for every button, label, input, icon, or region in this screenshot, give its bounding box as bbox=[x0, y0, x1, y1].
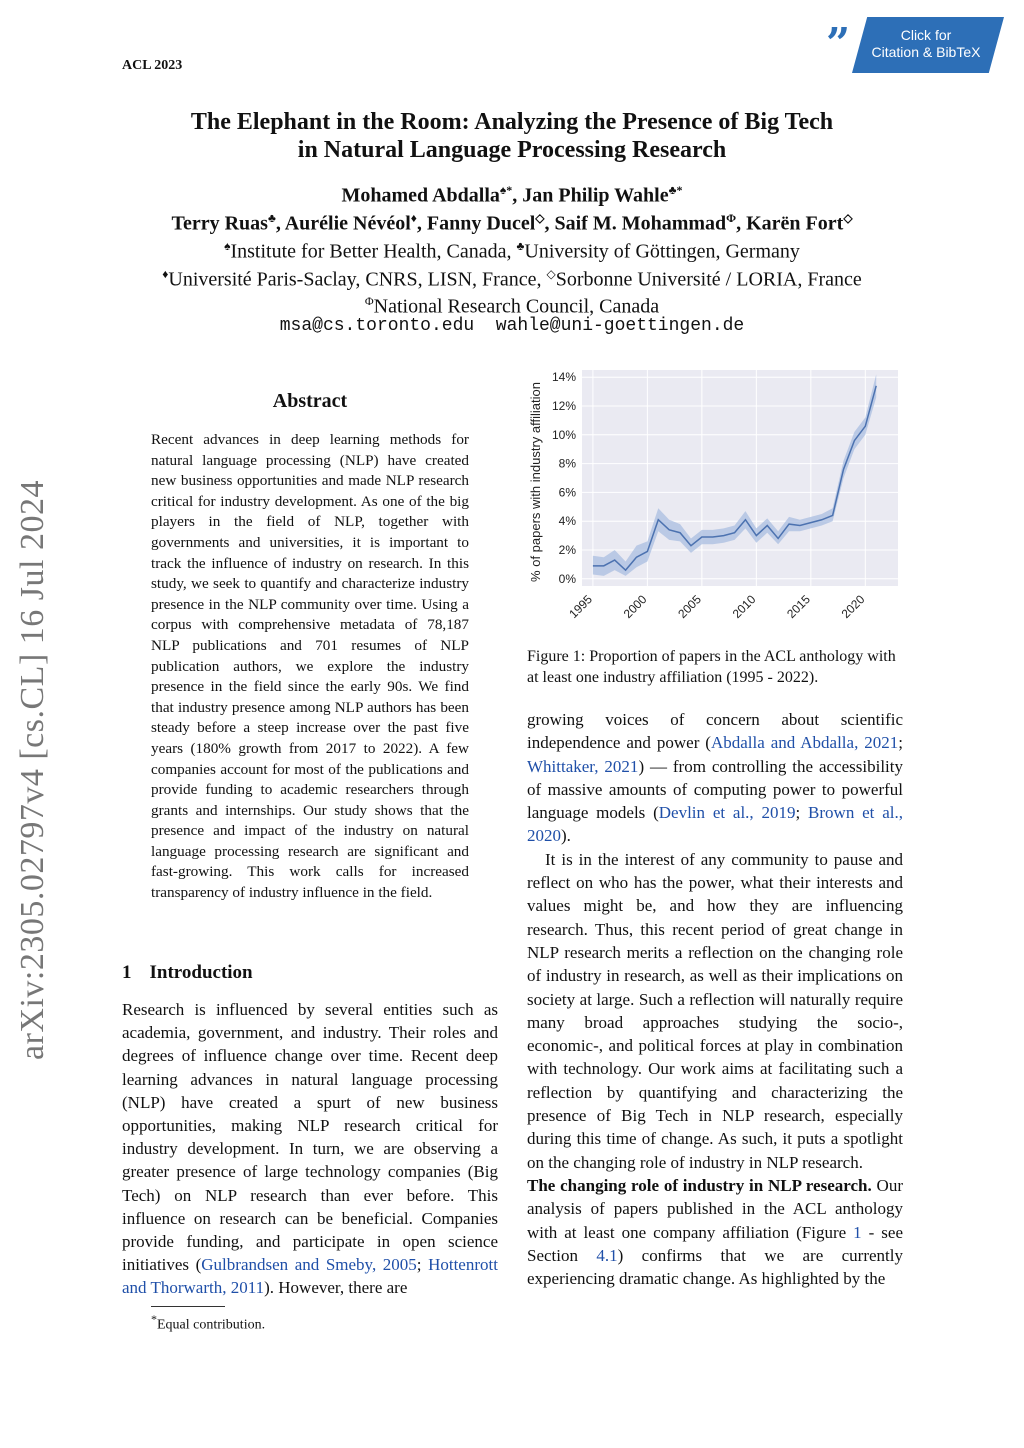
y-tick-label: 14% bbox=[551, 370, 576, 385]
y-tick-label: 4% bbox=[558, 514, 576, 529]
citation-badge-line1[interactable]: Click for bbox=[900, 27, 952, 43]
introduction-paragraph bbox=[122, 998, 498, 1300]
footnote-rule bbox=[151, 1306, 225, 1307]
affiliation-mark: ♠ bbox=[224, 239, 231, 253]
y-tick-label: 12% bbox=[551, 399, 576, 413]
y-tick-label: 2% bbox=[558, 543, 576, 557]
paragraph-text: ). However, there are bbox=[264, 1278, 408, 1298]
abstract-text: Recent advances in deep learning methods for natural language processing (NLP) have created new business opportunities and made NLP research critical for industry development. As one of the big players in the field of NLP, together with governments and universities, it is important to track the influence of industry on research. In this study, we seek to quantify and characterize industry presence in the NLP community over time. Using a corpus with comprehensive metadata of 78,187 NLP publications and 701 resumes of NLP publication authors, we explore the industry presence in the field since the early 90s. We find that industry presence among NLP authors has been steady before a steep increase over the past five years (180% growth from 2017 to 2022). A few companies account for most of the publications and provide funding to academic researchers through grants and internships. Our study shows that the presence and impact of the industry on natural language processing research are significant and fast-growing. This work calls for increased transparency of industry influence in the field. bbox=[151, 431, 469, 902]
author-mark: ♠* bbox=[499, 183, 513, 197]
citation-link[interactable]: Gulbrandsen and Smeby, 2005 bbox=[201, 1255, 417, 1275]
author-name: Karën Fort bbox=[746, 212, 844, 235]
author-name: Fanny Ducel bbox=[426, 212, 536, 235]
author-mark: ◇ bbox=[535, 211, 545, 225]
citation-link[interactable]: Hottenrott and Thorwarth, 2011 bbox=[122, 1255, 498, 1298]
affiliation: Université Paris-Saclay, CNRS, LISN, France, bbox=[168, 268, 542, 291]
affiliation-mark: ♣ bbox=[516, 239, 525, 253]
arxiv-stamp[interactable]: arXiv:2305.02797v4 [cs.CL] 16 Jul 2024 bbox=[14, 480, 51, 1060]
y-tick-label: 6% bbox=[558, 485, 576, 500]
affiliation-mark: ◇ bbox=[546, 267, 556, 281]
paragraph-text: Research is influenced by several entities such as academia, government, and industry. Their roles and degrees of influence change over time. Recent deep learning advances in natural language processing (NLP) have created a spurt of new business opportunities, making NLP research critical for industry development. In turn, we are observing a greater presence of large technology companies (Big Tech) on NLP research than ever before. This influence on research can be beneficial. Companies provide funding, and participate in open science initiatives ( bbox=[122, 1000, 498, 1275]
title-line-1: The Elephant in the Room: Analyzing the Presence of Big Tech bbox=[190, 109, 834, 135]
citation-separator: ; bbox=[416, 1255, 429, 1275]
paragraph-text: ) confirms that we are currently experiencing dramatic change. As highlighted by the bbox=[527, 1245, 903, 1289]
author-mark: ◇ bbox=[843, 211, 853, 225]
y-tick-label: 0% bbox=[558, 571, 576, 586]
paragraph bbox=[527, 708, 903, 848]
paragraph-text: ) — from controlling the accessibility of massive amounts of computing power to powerful language models ( bbox=[527, 756, 903, 823]
affiliation: National Research Council, Canada bbox=[373, 295, 660, 318]
paragraph bbox=[527, 1174, 903, 1290]
citation-link[interactable]: Whittaker, 2021 bbox=[527, 756, 639, 776]
section-heading-introduction bbox=[122, 962, 253, 984]
author-name: Mohamed Abdalla bbox=[341, 184, 500, 207]
paragraph-text: - see Section bbox=[527, 1222, 903, 1265]
authors-line-1: Mohamed Abdalla♠*, Jan Philip Wahle♣* bbox=[341, 183, 683, 207]
figure-caption: Figure 1: Proportion of papers in the ACL anthology with at least one industry affiliation (1995 - 2022). bbox=[527, 648, 896, 686]
footnote bbox=[151, 1312, 265, 1334]
citation-badge[interactable] bbox=[826, 17, 1004, 73]
title-line-2: in Natural Language Processing Research bbox=[297, 137, 727, 163]
affiliation: University of Göttingen, Germany bbox=[524, 240, 800, 263]
section-number: 1 bbox=[122, 962, 132, 983]
quote-icon: ” bbox=[826, 19, 851, 68]
right-column-text bbox=[527, 708, 903, 1290]
paragraph-text: ). bbox=[561, 826, 571, 846]
venue-label: ACL 2023 bbox=[122, 58, 183, 73]
author-mark: ♣* bbox=[668, 183, 683, 197]
citation-separator: ; bbox=[898, 733, 903, 753]
y-tick-label: 8% bbox=[558, 456, 576, 471]
y-tick-label: 10% bbox=[551, 427, 576, 442]
paragraph-text: Our analysis of papers published in the ACL anthology with at least one company affiliation (Figure bbox=[527, 1175, 903, 1242]
citation-link[interactable]: Devlin et al., 2019 bbox=[658, 803, 796, 823]
paper-title bbox=[122, 108, 902, 164]
footnote-mark: * bbox=[151, 1312, 157, 1326]
author-name: Saif M. Mohammad bbox=[554, 212, 727, 235]
authors-line-2: Terry Ruas♣, Aurélie Névéol♦, Fanny Ducel◇, Saif M. Mohammad$^\Phi$, Karën Fort◇ bbox=[171, 211, 853, 235]
author-name: Terry Ruas bbox=[171, 212, 268, 235]
section-title: Introduction bbox=[149, 962, 253, 983]
x-tick-label: 2010 bbox=[729, 592, 759, 622]
citation-link[interactable]: Brown et al., 2020 bbox=[527, 803, 903, 846]
author-emails: msa@cs.toronto.edu wahle@uni-goettingen.de bbox=[279, 316, 745, 336]
x-tick-label: 2015 bbox=[784, 592, 813, 622]
x-tick-label: 2000 bbox=[620, 592, 650, 622]
paragraph-heading: The changing role of industry in NLP research. bbox=[527, 1175, 872, 1195]
y-axis-label: % of papers with industry affiliation bbox=[528, 382, 543, 582]
x-tick-label: 2020 bbox=[838, 592, 868, 622]
citation-link[interactable]: Abdalla and Abdalla, 2021 bbox=[710, 733, 899, 753]
paragraph-text: growing voices of concern about scientific independence and power ( bbox=[527, 710, 903, 753]
paragraph: It is in the interest of any community to pause and reflect on who has the power, what their interests and values might be, and how they are influencing research. Thus, this recent period of great change in NLP research merits a reflection on the changing role of industry in research, as well as their implications on society at large. Such a reflection will naturally require many broad approaches studying the socio-, economic-, and political forces at play in combination with technology. Our work aims at facilitating such a reflection by quantifying and characterizing the presence of Big Tech in NLP research, especially during this time of change. As such, it puts a spotlight on the changing role of industry in NLP research. bbox=[527, 849, 903, 1172]
author-mark: Φ bbox=[726, 211, 737, 225]
affiliation: Institute for Better Health, Canada, bbox=[230, 240, 512, 263]
plot-area bbox=[582, 370, 898, 586]
affiliation-mark: ♦ bbox=[162, 267, 169, 281]
figure-ref-link[interactable]: 1 bbox=[853, 1222, 862, 1242]
x-tick-label: 2005 bbox=[675, 592, 704, 622]
author-name: Aurélie Névéol bbox=[284, 212, 411, 235]
x-tick-label: 1995 bbox=[566, 592, 596, 622]
abstract-heading: Abstract bbox=[272, 390, 348, 412]
affiliation-mark: Φ bbox=[364, 294, 374, 308]
industry-affiliation-chart bbox=[522, 364, 908, 634]
author-mark: ♦ bbox=[410, 211, 417, 225]
citation-separator: ; bbox=[795, 803, 809, 823]
citation-badge-line2[interactable]: Citation & BibTeX bbox=[871, 44, 981, 60]
footnote-text: Equal contribution. bbox=[157, 1317, 266, 1333]
author-mark: ♣ bbox=[267, 211, 276, 225]
affiliation: Sorbonne Université / LORIA, France bbox=[555, 268, 862, 291]
section-ref-link[interactable]: 4.1 bbox=[596, 1245, 618, 1265]
author-name: Jan Philip Wahle bbox=[522, 184, 669, 207]
